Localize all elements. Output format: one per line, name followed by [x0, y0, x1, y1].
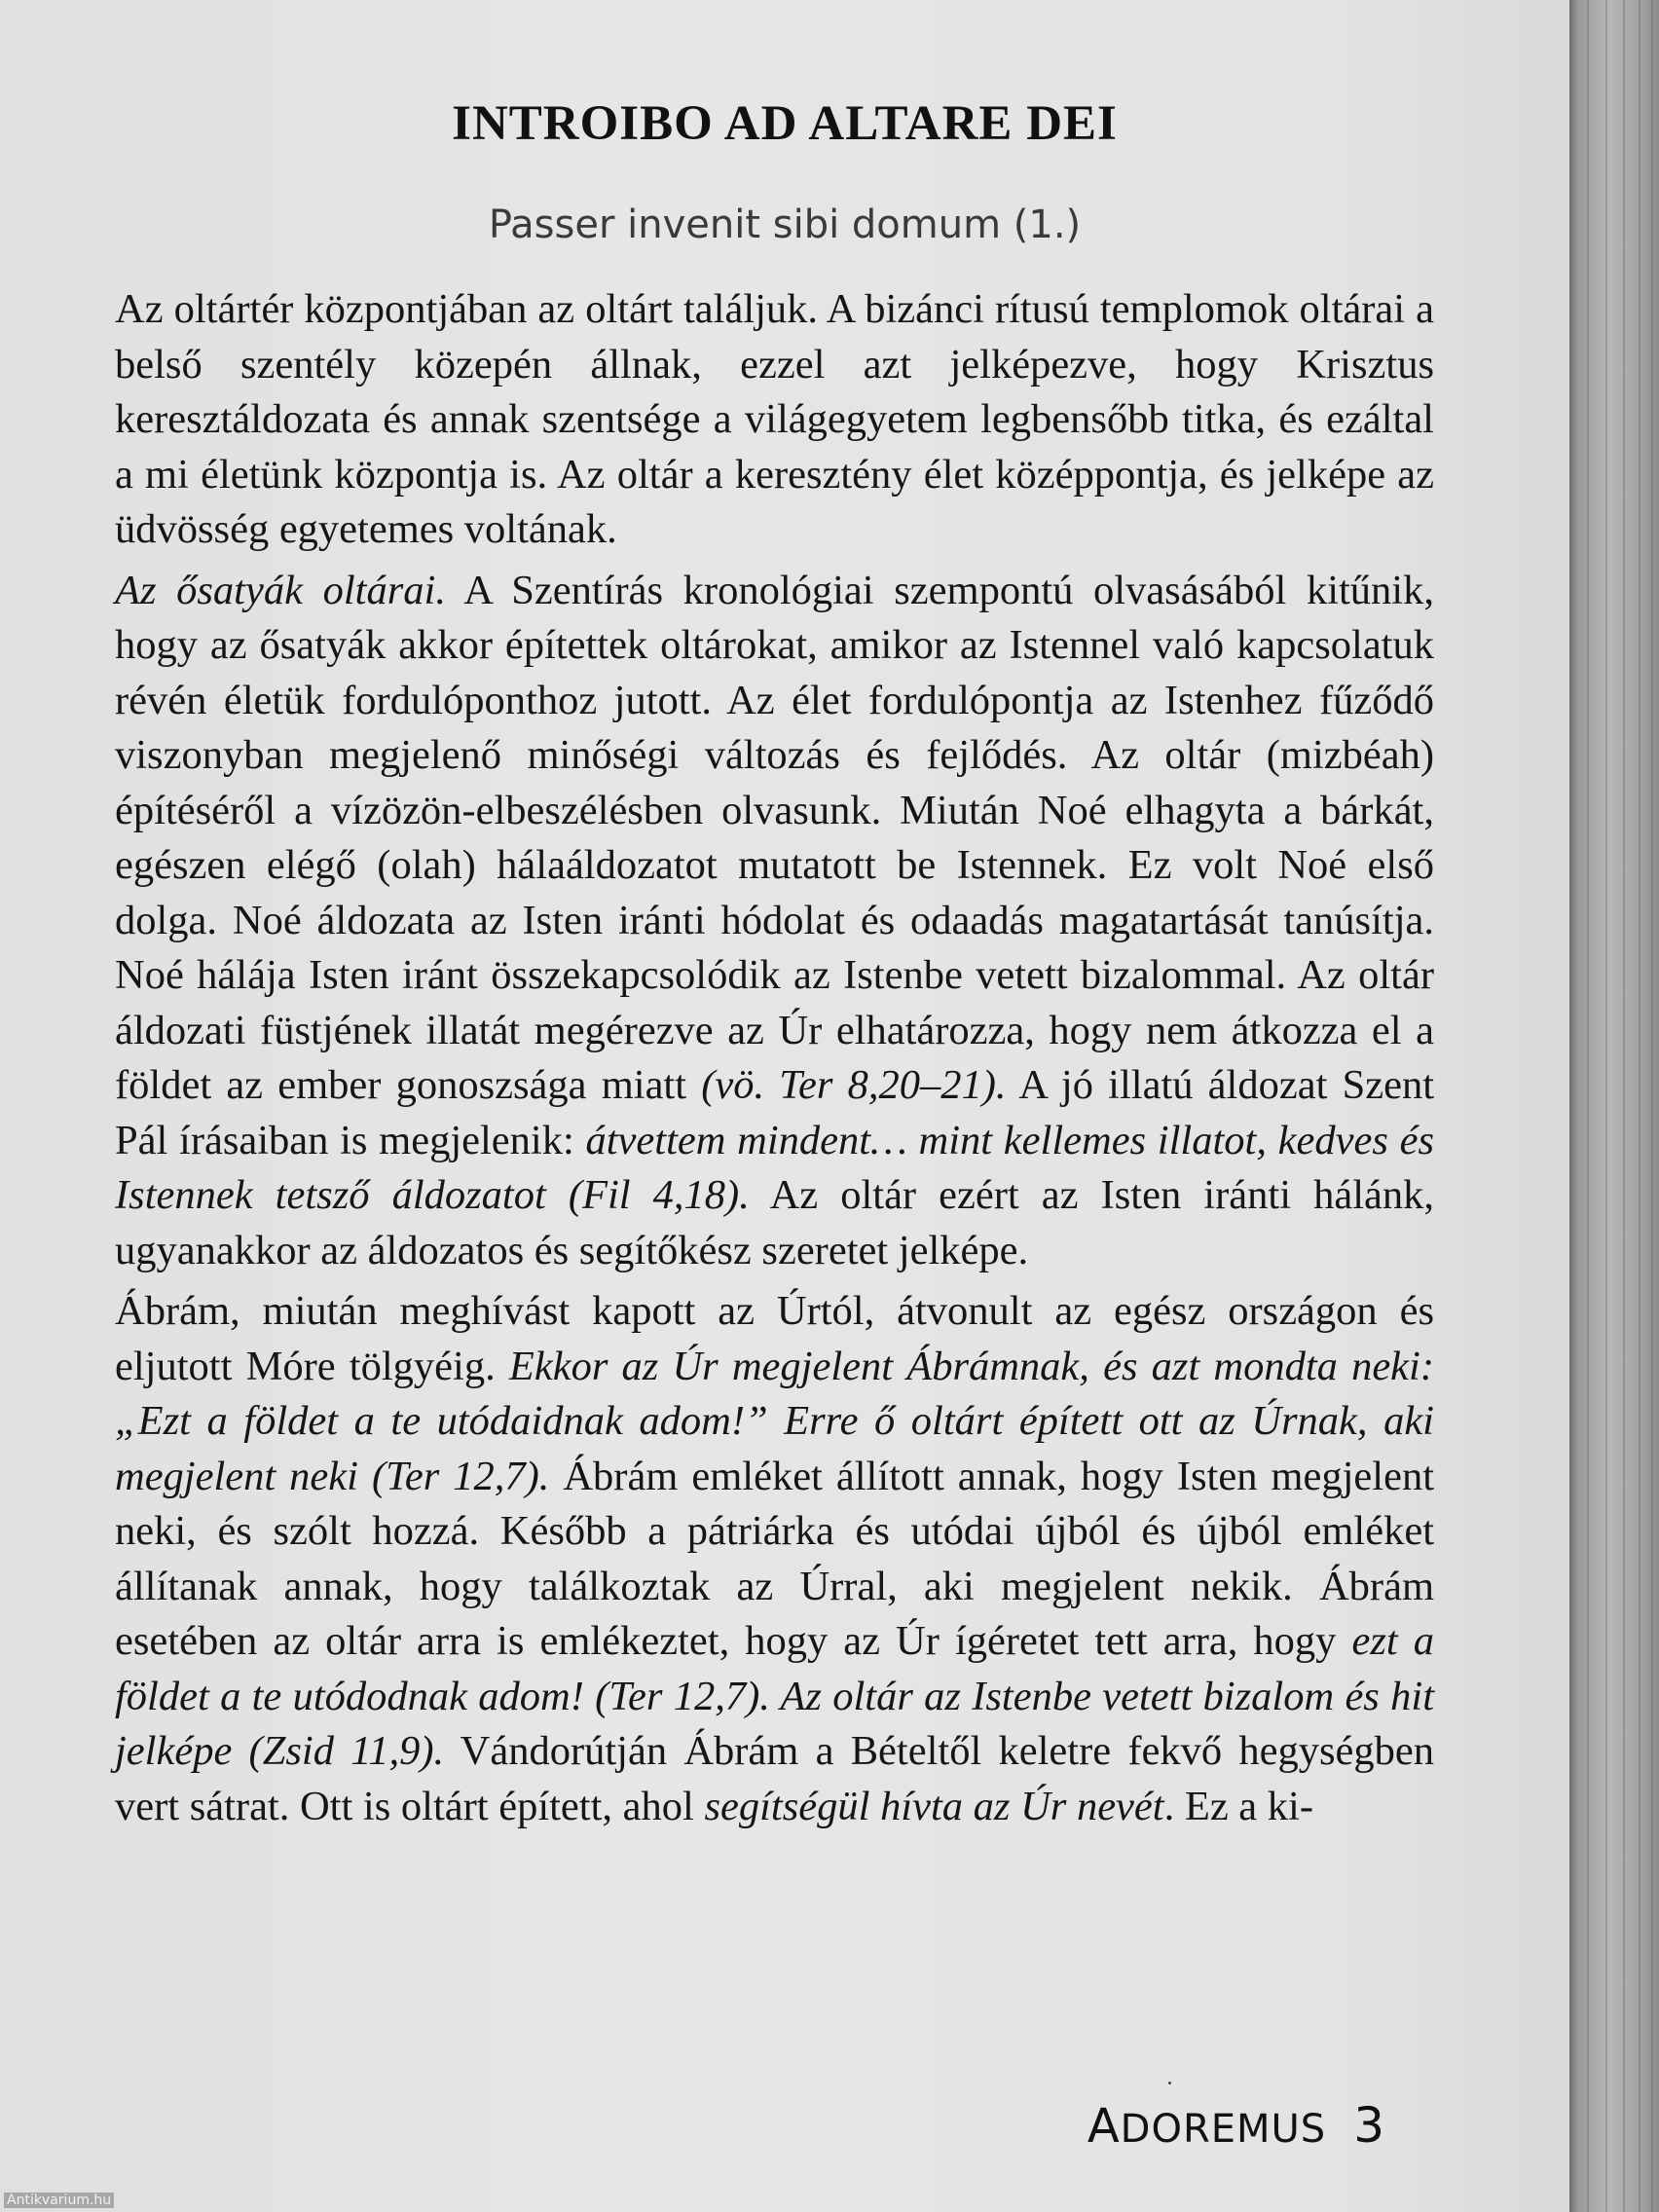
p3-text-2: Ábrám emléket állított annak, hogy Isten megjelent neki, és szólt hozzá. Később a pátriárka és utódai újból és újból emléket állítanak annak, hogy találkoztak az Úrral, aki megjelent nekik. Ábrám esetében az oltár arra is emlékeztet, hogy az Úr ígéretet tett arra, hogy: [115, 1453, 1435, 1664]
p3-text-4: . Ez a ki-: [1163, 1783, 1314, 1829]
p3-quote-1: Ekkor az Úr megjelent Ábrámnak, és azt mondta neki: „Ezt a földet a te utódaidnak adom!” Erre ő oltárt épített ott az Úrnak, aki megjelent neki (Ter 12,7).: [115, 1343, 1435, 1499]
page-title: INTROIBO AD ALTARE DEI: [452, 96, 1118, 151]
page-footer: [1088, 2097, 1384, 2154]
p2-text-1: A Szentírás kronológiai szempontú olvasásából kitűnik, hogy az ősatyák akkor építettek oltárokat, amikor az Istennel való kapcsolatuk révén életük fordulóponthoz jutott. Az élet fordulópontja az Istenhez fűződő viszonyban megjelenő minőségi változás és fejlődés. Az oltár (mizbéah) építéséről a vízözön-elbeszélésben olvasunk. Miután Noé elhagyta a bárkát, egészen elégő (olah) hálaáldozatot mutatott be Istennek. Ez volt Noé első dolga. Noé áldozata az Isten iránti hódolat és odaadás magatartását tanúsítja. Noé hálája Isten iránt összekapcsolódik az Istenbe vetett bizalommal. Az oltár áldozati füstjének illatát megérezve az Úr elhatározza, hogy nem átkozza el a földet az ember gonoszsága miatt: [115, 567, 1434, 1108]
p3-quote-3: segítségül hívta az Úr nevét: [704, 1783, 1164, 1829]
page-edge: [1569, 0, 1659, 2212]
p2-text-3: Az oltár ezért az Isten iránti hálánk, ugyanakkor az áldozatos és segítőkész szeretet jelképe.: [115, 1172, 1434, 1273]
section-lead: Az ősatyák oltárai.: [115, 567, 446, 613]
magazine-name: [1088, 2099, 1326, 2154]
p2-citation-1: (vö. Ter 8,20–21).: [701, 1062, 1007, 1108]
p2-text-2: A jó illatú áldozat Szent Pál írásaiban is megjelenik:: [115, 1062, 1434, 1163]
p3-text-1: Ábrám, miután meghívást kapott az Úrtól, átvonult az egész országon és eljutott Móre tölgyéig.: [115, 1288, 1434, 1389]
p2-quote: átvettem mindent… mint kellemes illatot, kedves és Istennek tetsző áldozatot (Fil 4,18).: [115, 1117, 1435, 1218]
watermark: Antikvarium.hu: [4, 2193, 114, 2208]
page-subtitle: Passer invenit sibi domum (1.): [488, 203, 1082, 247]
p3-text-3: Vándorútján Ábrám a Bételtől keletre fekvő hegységben vert sátrat. Ott is oltárt épített, ahol: [115, 1728, 1434, 1829]
paragraph-1: Az oltártér központjában az oltárt találjuk. A bizánci rítusú templomok oltárai a belső szentély közepén állnak, ezzel azt jelképezve, hogy Krisztus keresztáldozata és annak szentsége a világegyetem legbensőbb titka, és ezáltal a mi életünk központja is. Az oltár a keresztény élet középpontja, és jelképe az üdvösség egyetemes voltának.: [115, 286, 1434, 552]
p3-quote-2: ezt a földet a te utódodnak adom! (Ter 12,7). Az oltár az Istenbe vetett bizalom és hit jelképe (Zsid 11,9).: [115, 1618, 1434, 1774]
page-number: 3: [1353, 2097, 1384, 2154]
magazine-name-initial: A: [1087, 2099, 1121, 2154]
speck: [1168, 2082, 1171, 2084]
paragraph-2: [115, 564, 1434, 1279]
magazine-name-rest: DOREMUS: [1120, 2107, 1327, 2152]
article-body: [115, 282, 1434, 1840]
paragraph-3: [115, 1284, 1434, 1834]
